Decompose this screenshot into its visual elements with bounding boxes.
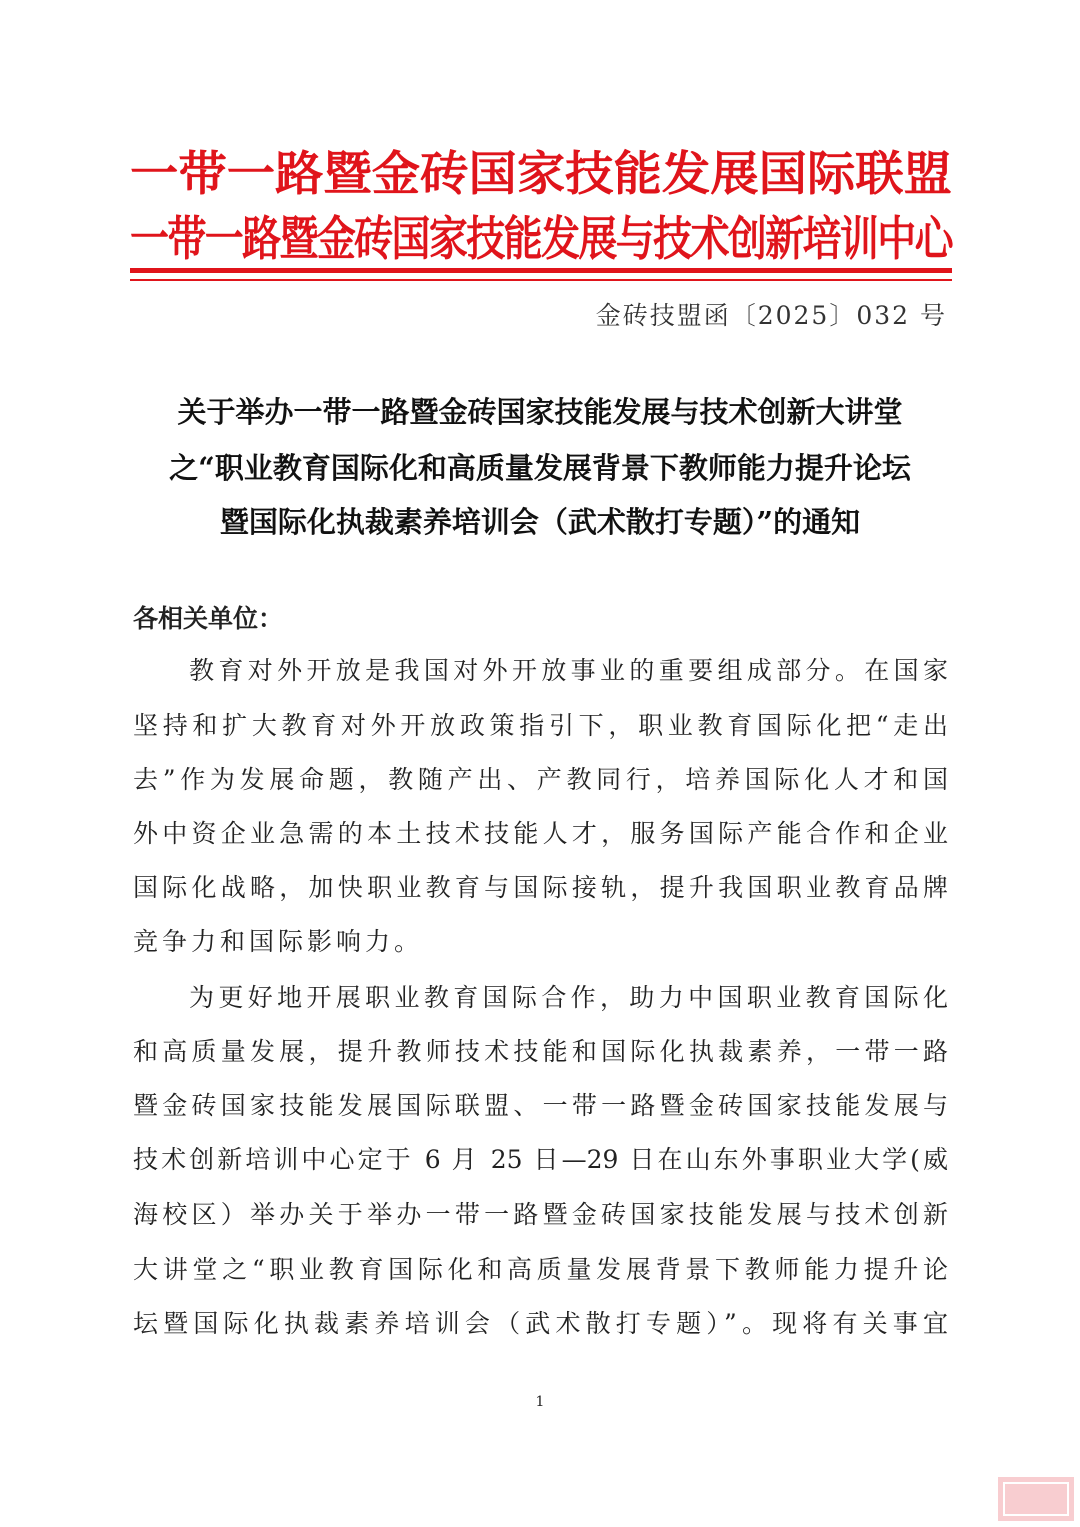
- header-rule-thick: [130, 268, 952, 273]
- org-name-line-1: 一带一路暨金砖国家技能发展国际联盟: [130, 147, 952, 202]
- paragraph-line: 大讲堂之“职业教育国际化和高质量发展背景下教师能力提升论: [133, 1255, 948, 1284]
- header-rule-thin: [130, 279, 952, 281]
- paragraph-line: 技术创新培训中心定于 6 月 25 日—29 日在山东外事职业大学(威: [133, 1145, 948, 1174]
- org-name-line-2: 一带一路暨金砖国家技能发展与技术创新培训中心: [130, 212, 952, 267]
- title-line: 关于举办一带一路暨金砖国家技能发展与技术创新大讲堂: [177, 395, 903, 429]
- paragraph-line: 和高质量发展，提升教师技术技能和国际化执裁素养，一带一路: [133, 1037, 948, 1066]
- watermark-seal-icon: [998, 1477, 1074, 1521]
- title-line: 之“职业教育国际化和高质量发展背景下教师能力提升论坛: [169, 451, 911, 485]
- salutation: 各相关单位：: [133, 604, 284, 633]
- document-number: 金砖技盟函〔2025〕032 号: [595, 301, 947, 330]
- paragraph-line: 海校区）举办关于举办一带一路暨金砖国家技能发展与技术创新: [133, 1200, 948, 1229]
- paragraph-line: 外中资企业急需的本土技术技能人才，服务国际产能合作和企业: [133, 819, 948, 848]
- paragraph-line: 教育对外开放是我国对外开放事业的重要组成部分。在国家: [189, 656, 948, 685]
- paragraph-line: 坛暨国际化执裁素养培训会（武术散打专题）”。现将有关事宜: [133, 1309, 948, 1338]
- paragraph-line: 坚持和扩大教育对外开放政策指引下，职业教育国际化把“走出: [133, 711, 948, 740]
- paragraph-line: 去”作为发展命题，教随产出、产教同行，培养国际化人才和国: [133, 765, 948, 794]
- paragraph-line: 竞争力和国际影响力。: [133, 927, 424, 956]
- paragraph-line: 国际化战略，加快职业教育与国际接轨，提升我国职业教育品牌: [133, 873, 948, 902]
- title-line: 暨国际化执裁素养培训会（武术散打专题）”的通知: [219, 505, 861, 539]
- paragraph-line: 为更好地开展职业教育国际合作，助力中国职业教育国际化: [189, 983, 948, 1012]
- page-number: 1: [535, 1394, 545, 1410]
- paragraph-line: 暨金砖国家技能发展国际联盟、一带一路暨金砖国家技能发展与: [133, 1091, 948, 1120]
